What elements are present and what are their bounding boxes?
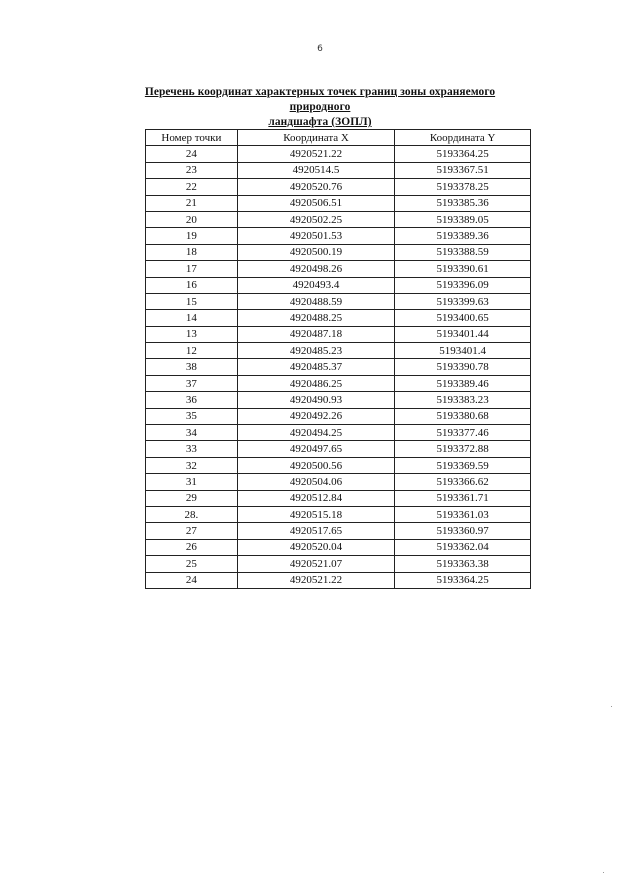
table-row — [146, 490, 531, 506]
cell-point-number: 25 — [146, 556, 238, 572]
cell-point-number: 27 — [146, 523, 238, 539]
table-row — [146, 425, 531, 441]
cell-coordinate-x: 4920493.4 — [237, 277, 395, 293]
cell-coordinate-x: 4920514.5 — [237, 162, 395, 178]
cell-point-number: 34 — [146, 425, 238, 441]
cell-point-number: 16 — [146, 277, 238, 293]
cell-coordinate-y: 5193389.05 — [395, 211, 531, 227]
document-title-line-2: ландшафта (ЗОПЛ) — [268, 116, 372, 128]
coordinates-table — [145, 129, 531, 589]
cell-coordinate-y: 5193401.44 — [395, 326, 531, 342]
cell-coordinate-x: 4920502.25 — [237, 211, 395, 227]
cell-coordinate-x: 4920500.19 — [237, 244, 395, 260]
cell-point-number: 28. — [146, 506, 238, 522]
cell-coordinate-x: 4920488.25 — [237, 310, 395, 326]
table-row — [146, 539, 531, 555]
table-row — [146, 523, 531, 539]
cell-point-number: 38 — [146, 359, 238, 375]
table-row — [146, 392, 531, 408]
document-title — [120, 85, 520, 130]
cell-point-number: 20 — [146, 211, 238, 227]
cell-coordinate-x: 4920485.37 — [237, 359, 395, 375]
cell-point-number: 19 — [146, 228, 238, 244]
cell-point-number: 18 — [146, 244, 238, 260]
document-title-line-1: Перечень координат характерных точек границ зоны охраняемого природного — [144, 86, 496, 113]
cell-coordinate-y: 5193383.23 — [395, 392, 531, 408]
table-header-row — [146, 130, 531, 146]
cell-point-number: 22 — [146, 179, 238, 195]
cell-point-number: 24 — [146, 146, 238, 162]
table-row — [146, 457, 531, 473]
cell-coordinate-x: 4920520.76 — [237, 179, 395, 195]
cell-coordinate-y: 5193364.25 — [395, 572, 531, 588]
cell-coordinate-y: 5193363.38 — [395, 556, 531, 572]
table-row — [146, 228, 531, 244]
cell-coordinate-x: 4920498.26 — [237, 261, 395, 277]
table-row — [146, 474, 531, 490]
cell-coordinate-x: 4920521.22 — [237, 572, 395, 588]
cell-coordinate-y: 5193366.62 — [395, 474, 531, 490]
cell-coordinate-y: 5193396.09 — [395, 277, 531, 293]
cell-coordinate-x: 4920517.65 — [237, 523, 395, 539]
cell-coordinate-y: 5193378.25 — [395, 179, 531, 195]
cell-coordinate-x: 4920487.18 — [237, 326, 395, 342]
cell-coordinate-y: 5193385.36 — [395, 195, 531, 211]
cell-coordinate-x: 4920488.59 — [237, 293, 395, 309]
cell-coordinate-x: 4920515.18 — [237, 506, 395, 522]
cell-point-number: 17 — [146, 261, 238, 277]
cell-coordinate-x: 4920497.65 — [237, 441, 395, 457]
cell-coordinate-x: 4920494.25 — [237, 425, 395, 441]
cell-coordinate-y: 5193367.51 — [395, 162, 531, 178]
cell-point-number: 29 — [146, 490, 238, 506]
table-row — [146, 195, 531, 211]
table-row — [146, 506, 531, 522]
table-row — [146, 211, 531, 227]
table-row — [146, 359, 531, 375]
scan-speck — [611, 706, 612, 707]
table-row — [146, 343, 531, 359]
cell-coordinate-y: 5193390.78 — [395, 359, 531, 375]
cell-coordinate-x: 4920492.26 — [237, 408, 395, 424]
coordinates-table-body — [146, 146, 531, 589]
scan-speck — [603, 872, 604, 873]
cell-coordinate-y: 5193361.71 — [395, 490, 531, 506]
cell-coordinate-y: 5193390.61 — [395, 261, 531, 277]
cell-coordinate-x: 4920500.56 — [237, 457, 395, 473]
cell-coordinate-y: 5193380.68 — [395, 408, 531, 424]
cell-coordinate-y: 5193389.36 — [395, 228, 531, 244]
cell-point-number: 15 — [146, 293, 238, 309]
table-row — [146, 293, 531, 309]
cell-coordinate-x: 4920501.53 — [237, 228, 395, 244]
cell-coordinate-y: 5193399.63 — [395, 293, 531, 309]
cell-point-number: 13 — [146, 326, 238, 342]
cell-coordinate-y: 5193360.97 — [395, 523, 531, 539]
cell-point-number: 12 — [146, 343, 238, 359]
table-row — [146, 261, 531, 277]
cell-point-number: 35 — [146, 408, 238, 424]
cell-coordinate-y: 5193362.04 — [395, 539, 531, 555]
cell-coordinate-y: 5193364.25 — [395, 146, 531, 162]
cell-point-number: 24 — [146, 572, 238, 588]
cell-coordinate-y: 5193388.59 — [395, 244, 531, 260]
cell-coordinate-x: 4920520.04 — [237, 539, 395, 555]
cell-point-number: 33 — [146, 441, 238, 457]
cell-point-number: 37 — [146, 375, 238, 391]
cell-coordinate-y: 5193377.46 — [395, 425, 531, 441]
cell-point-number: 32 — [146, 457, 238, 473]
cell-point-number: 21 — [146, 195, 238, 211]
table-row — [146, 408, 531, 424]
cell-coordinate-y: 5193400.65 — [395, 310, 531, 326]
cell-coordinate-y: 5193361.03 — [395, 506, 531, 522]
cell-point-number: 14 — [146, 310, 238, 326]
cell-coordinate-x: 4920490.93 — [237, 392, 395, 408]
table-row — [146, 375, 531, 391]
cell-point-number: 36 — [146, 392, 238, 408]
table-row — [146, 244, 531, 260]
cell-coordinate-x: 4920504.06 — [237, 474, 395, 490]
cell-point-number: 31 — [146, 474, 238, 490]
cell-coordinate-x: 4920506.51 — [237, 195, 395, 211]
table-row — [146, 146, 531, 162]
page-number: 6 — [317, 44, 323, 54]
cell-coordinate-x: 4920486.25 — [237, 375, 395, 391]
table-row — [146, 310, 531, 326]
cell-coordinate-x: 4920521.07 — [237, 556, 395, 572]
table-row — [146, 556, 531, 572]
cell-coordinate-x: 4920521.22 — [237, 146, 395, 162]
cell-coordinate-x: 4920512.84 — [237, 490, 395, 506]
header-coordinate-x: Координата X — [237, 130, 395, 146]
table-row — [146, 179, 531, 195]
header-coordinate-y: Координата Y — [395, 130, 531, 146]
cell-coordinate-y: 5193401.4 — [395, 343, 531, 359]
table-row — [146, 441, 531, 457]
cell-coordinate-y: 5193369.59 — [395, 457, 531, 473]
cell-point-number: 23 — [146, 162, 238, 178]
table-row — [146, 326, 531, 342]
coordinates-table-header — [146, 130, 531, 146]
table-row — [146, 572, 531, 588]
cell-point-number: 26 — [146, 539, 238, 555]
cell-coordinate-x: 4920485.23 — [237, 343, 395, 359]
cell-coordinate-y: 5193372.88 — [395, 441, 531, 457]
cell-coordinate-y: 5193389.46 — [395, 375, 531, 391]
header-point-number: Номер точки — [146, 130, 238, 146]
table-row — [146, 162, 531, 178]
table-row — [146, 277, 531, 293]
